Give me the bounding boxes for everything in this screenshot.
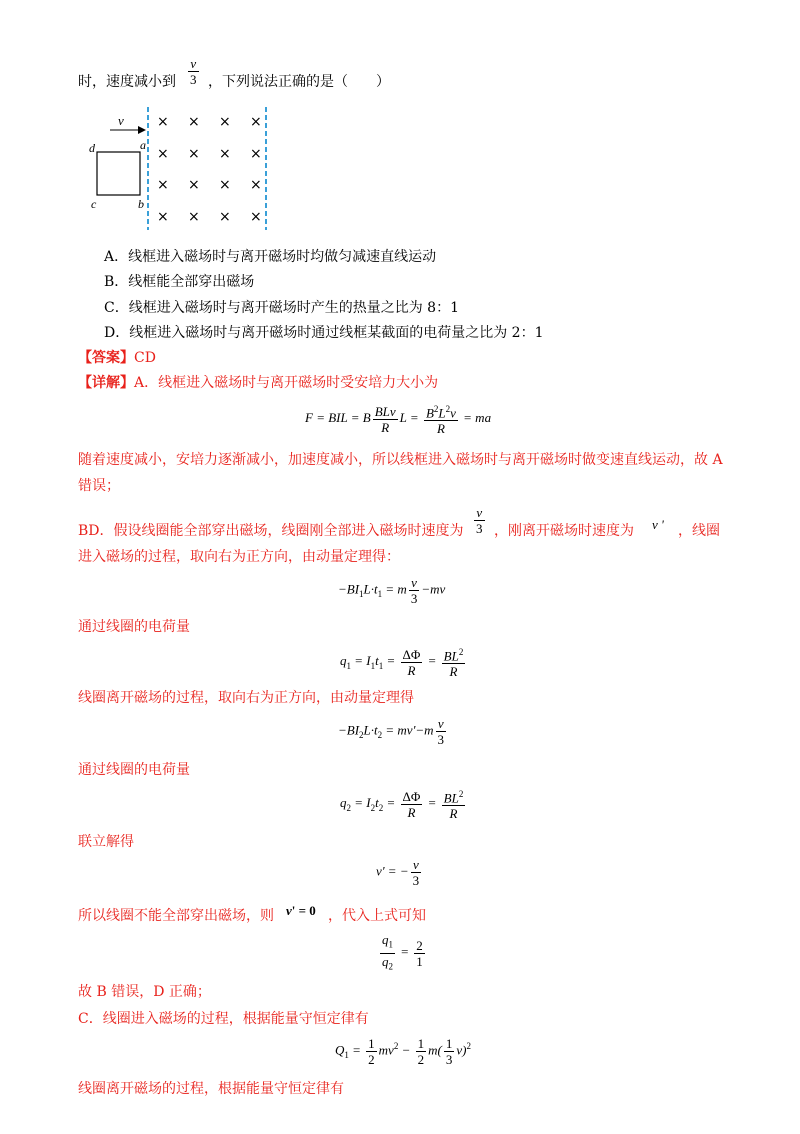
detail-p6: 通过线圈的电荷量 bbox=[78, 762, 190, 778]
field-mark: × bbox=[188, 177, 200, 193]
question-line1-suffix: ，下列说法正确的是（ ） bbox=[208, 74, 390, 90]
equation-charge-2: $q_2 = I_2t_2$ = $\frac{\Delta\Phi}{R}$ = $\frac{BL^2}{R}$ bbox=[340, 788, 464, 822]
question-line1-prefix: 时，速度减小到 bbox=[78, 74, 176, 90]
detail-p3a-mid: ，刚离开磁场时速度为 bbox=[494, 523, 634, 539]
option-a: A．线框进入磁场时与离开磁场时均做匀减速直线运动 bbox=[104, 249, 437, 265]
speed-fraction: $\frac{v}{3}$ bbox=[190, 56, 197, 87]
field-mark: × bbox=[188, 146, 200, 162]
answer-label: 【答案】 bbox=[78, 350, 134, 366]
detail-p2b: 错误； bbox=[78, 478, 120, 494]
field-mark: × bbox=[219, 146, 231, 162]
equation-charge-ratio: $\frac{q_1}{q_2}$ = $\frac{2}{1}$ bbox=[382, 932, 423, 972]
field-mark: × bbox=[188, 209, 200, 225]
equation-vprime-zero: v' = 0 bbox=[286, 903, 316, 918]
detail-line1 bbox=[78, 374, 438, 392]
equation-heat-1: $Q_1$ = $\frac{1}{2}$ $mv^2$ − $\frac{1}{2}$ m( $\frac{1}{3}$ v)$^2$ bbox=[335, 1036, 471, 1067]
corner-b-label: b bbox=[138, 197, 144, 211]
speed-fraction-2: $\frac{v}{3}$ bbox=[476, 505, 483, 536]
field-mark: × bbox=[250, 146, 262, 162]
velocity-arrowhead bbox=[138, 126, 146, 134]
field-mark: × bbox=[157, 114, 169, 130]
detail-p10: C．线圈进入磁场的过程，根据能量守恒定律有 bbox=[78, 1011, 369, 1027]
equation-force: F = BIL = B $\frac{\text{BLv}}{R}$ L = $\frac{B^2L^2v}{R}$ = ma bbox=[305, 403, 492, 437]
detail-p1: A．线框进入磁场时与离开磁场时受安培力大小为 bbox=[134, 375, 439, 391]
equation-vprime: v' = − $\frac{v}{3}$ bbox=[376, 857, 420, 888]
detail-p5: 线圈离开磁场的过程，取向右为正方向，由动量定理得 bbox=[78, 690, 414, 706]
corner-a-label: a bbox=[140, 138, 146, 152]
option-d: D．线框进入磁场时与离开磁场时通过线框某截面的电荷量之比为 2：1 bbox=[104, 325, 544, 341]
field-mark: × bbox=[250, 114, 262, 130]
answer-line bbox=[78, 349, 156, 367]
field-mark: × bbox=[250, 209, 262, 225]
field-mark: × bbox=[219, 177, 231, 193]
detail-p8-suffix: ，代入上式可知 bbox=[328, 908, 426, 924]
detail-p3b: 进入磁场的过程，取向右为正方向，由动量定理得： bbox=[78, 549, 400, 565]
detail-p3a-suffix: ，线圈 bbox=[678, 523, 720, 539]
field-mark: × bbox=[188, 114, 200, 130]
detail-p9: 故 B 错误，D 正确； bbox=[78, 984, 211, 1000]
field-mark: × bbox=[219, 209, 231, 225]
detail-p11: 线圈离开磁场的过程，根据能量守恒定律有 bbox=[78, 1081, 344, 1097]
field-marks bbox=[157, 114, 262, 225]
corner-c-label: c bbox=[91, 197, 97, 211]
corner-d-label: d bbox=[89, 141, 95, 155]
speed-vprime: v ' bbox=[652, 517, 664, 532]
detail-p4: 通过线圈的电荷量 bbox=[78, 619, 190, 635]
detail-label: 【详解】 bbox=[78, 375, 134, 391]
field-mark: × bbox=[157, 209, 169, 225]
equation-momentum-in: $-BI_1L\cdot t_1 = m$ $\frac{v}{3}$ −mv bbox=[338, 575, 446, 606]
answer-value: CD bbox=[134, 350, 156, 366]
equation-charge-1: $q_1 = I_1t_1$ = $\frac{\Delta\Phi}{R}$ = $\frac{BL^2}{R}$ bbox=[340, 646, 464, 680]
magnetic-field-figure bbox=[80, 105, 290, 235]
velocity-label: v bbox=[118, 113, 124, 128]
detail-p3a-prefix: BD．假设线圈能全部穿出磁场，线圈刚全部进入磁场时速度为 bbox=[78, 523, 464, 539]
field-mark: × bbox=[157, 146, 169, 162]
wire-frame bbox=[97, 152, 140, 195]
option-b: B．线框能全部穿出磁场 bbox=[104, 274, 255, 290]
equation-momentum-out: $-BI_2L\cdot t_2 = mv'-m$ $\frac{v}{3}$ bbox=[338, 716, 445, 747]
detail-p2a: 随着速度减小，安培力逐渐减小，加速度减小，所以线框进入磁场时与离开磁场时做变速直线运动，故 A bbox=[78, 452, 723, 468]
detail-p7: 联立解得 bbox=[78, 834, 134, 850]
field-mark: × bbox=[250, 177, 262, 193]
option-c: C．线框进入磁场时与离开磁场时产生的热量之比为 8：1 bbox=[104, 300, 459, 316]
field-mark: × bbox=[157, 177, 169, 193]
detail-p8-prefix: 所以线圈不能全部穿出磁场，则 bbox=[78, 908, 274, 924]
field-mark: × bbox=[219, 114, 231, 130]
